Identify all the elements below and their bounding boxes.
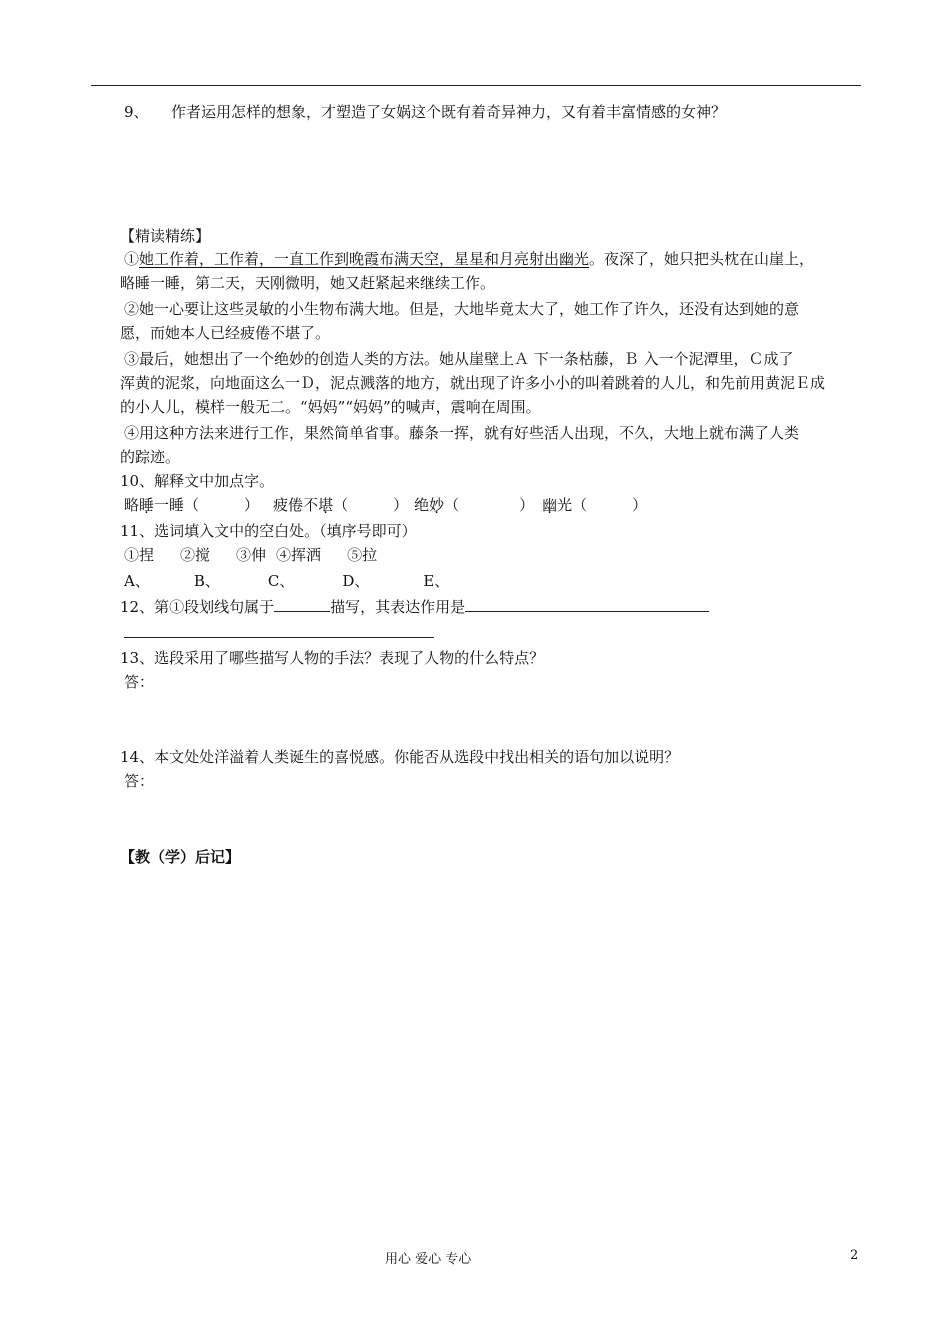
paragraph-2-line-2: 愿，而她本人已经疲倦不堪了。 xyxy=(120,324,331,342)
p1-prefix: ① xyxy=(124,250,140,268)
option-4: ④挥洒 xyxy=(276,546,322,564)
option-2: ②搅 xyxy=(180,546,211,564)
blank-b: B、 xyxy=(193,572,220,590)
dotted-char: 睡 xyxy=(139,496,155,514)
q12-blank-1[interactable] xyxy=(274,597,330,612)
q10-item-2: 疲倦不堪（ ） xyxy=(273,496,409,514)
footer-motto: 用心 爱心 专心 xyxy=(385,1252,472,1267)
question-11-options xyxy=(124,545,377,565)
option-5: ⑤拉 xyxy=(347,546,378,564)
section-title: 【精读精练】 xyxy=(120,227,211,245)
q10-item-4: 幽光（ ） xyxy=(542,496,648,514)
paragraph-3-line-2: 浑黄的泥浆，向地面这么一Ｄ，泥点溅落的地方，就出现了许多小小的叫着跳着的人儿，和先前用黄泥Ｅ成 xyxy=(120,374,826,392)
question-14-title: 14、本文处处洋溢着人类诞生的喜悦感。你能否从选段中找出相关的语句加以说明？ xyxy=(120,748,680,766)
paragraph-4-line-1: ④用这种方法来进行工作，果然简单省事。藤条一挥，就有好些活人出现，不久，大地上就布满了人类 xyxy=(124,424,800,442)
q12-part-2: 描写，其表达作用是 xyxy=(330,598,466,616)
afterword-title: 【教（学）后记】 xyxy=(120,848,241,866)
question-13-title: 13、选段采用了哪些描写人物的手法？表现了人物的什么特点？ xyxy=(120,649,545,667)
question-14-answer-label: 答： xyxy=(124,772,155,790)
paragraph-2-line-1: ②她一心要让这些灵敏的小生物布满大地。但是，大地毕竟太大了，她工作了许久，还没有达到她的意 xyxy=(124,300,800,318)
blank-c: C、 xyxy=(267,572,295,590)
header-rule xyxy=(91,85,861,86)
blank-e: E、 xyxy=(423,572,450,590)
paragraph-4-line-2: 的踪迹。 xyxy=(120,448,181,466)
q12-answer-line[interactable] xyxy=(124,637,434,638)
q12-part-1: 12、第①段划线句属于 xyxy=(120,598,275,616)
question-9: 9、 作者运用怎样的想象，才塑造了女娲这个既有着奇异神力，又有着丰富情感的女神？ xyxy=(124,103,727,121)
paragraph-3-line-1: ③最后，她想出了一个绝妙的创造人类的方法。她从崖壁上Ａ 下一条枯藤，Ｂ 入一个泥潭里，Ｃ成了 xyxy=(124,350,794,368)
p1-rest: 。夜深了，她只把头枕在山崖上， xyxy=(589,250,815,268)
p1-underlined-sentence: 她工作着，工作着，一直工作到晚霞布满天空，星星和月亮射出幽光 xyxy=(139,250,590,268)
dotted-char: 堪 xyxy=(318,496,334,514)
paragraph-1-line-2: 略睡一睡，第二天，天刚微明，她又赶紧起来继续工作。 xyxy=(120,274,496,292)
paragraph-1-line-1 xyxy=(124,249,814,269)
blank-d: D、 xyxy=(342,572,370,590)
dotted-char: 幽 xyxy=(542,496,558,514)
question-13-answer-label: 答： xyxy=(124,673,155,691)
blank-a: A、 xyxy=(124,572,150,590)
question-12 xyxy=(120,597,709,617)
q12-blank-2[interactable] xyxy=(465,597,709,612)
question-11-title: 11、选词填入文中的空白处。（填序号即可） xyxy=(120,522,417,540)
option-3: ③伸 xyxy=(236,546,267,564)
question-10-items xyxy=(124,495,647,515)
question-11-blanks xyxy=(124,571,449,591)
q10-item-1: 略睡一睡（ ） xyxy=(124,496,260,514)
q10-item-3: 绝妙（ ） xyxy=(414,496,535,514)
question-10-title: 10、解释文中加点字。 xyxy=(120,472,275,490)
option-1: ①捏 xyxy=(124,546,155,564)
dotted-char: 妙 xyxy=(429,496,445,514)
paragraph-3-line-3: 的小人儿，模样一般无二。“妈妈”“妈妈”的喊声，震响在周围。 xyxy=(120,398,541,416)
page-number: 2 xyxy=(850,1248,859,1263)
